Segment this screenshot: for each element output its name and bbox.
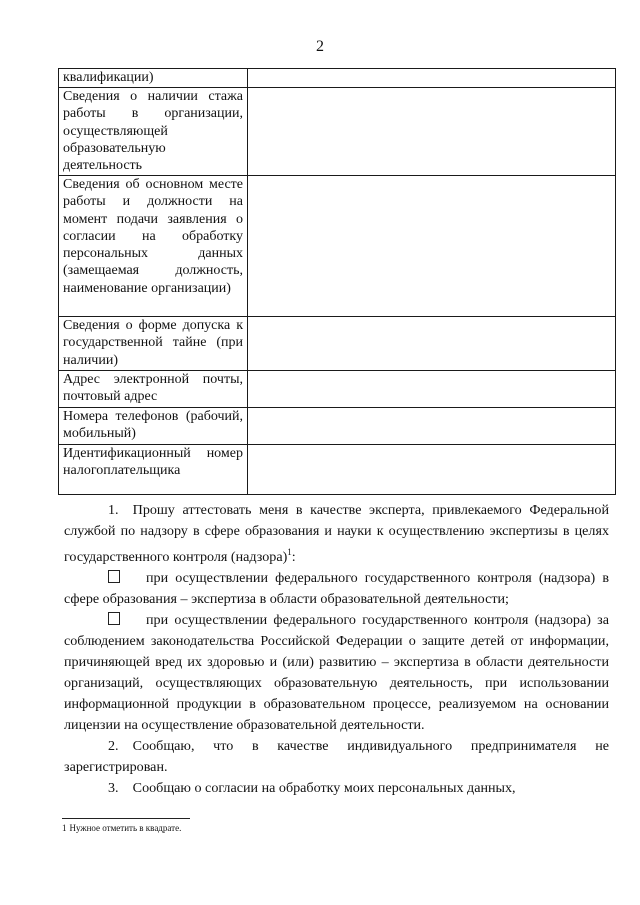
row-label: Адрес электронной почты, почтовый адрес bbox=[59, 371, 248, 408]
table-row bbox=[59, 408, 616, 445]
checkbox[interactable] bbox=[108, 570, 120, 583]
table-row bbox=[59, 445, 616, 495]
row-label: Сведения о форме допуска к государственной тайне (при наличии) bbox=[59, 317, 248, 371]
row-value bbox=[248, 408, 616, 445]
row-label: Сведения об основном месте работы и должности на момент подачи заявления о согласии на обработку персональных данных (замещаемая должность, наименование организации) bbox=[59, 176, 248, 317]
footnote-reference: 1 bbox=[287, 547, 292, 557]
footnote bbox=[62, 822, 181, 834]
paragraph-2: 2. Сообщаю, что в качестве индивидуального предпринимателя не зарегистрирован. bbox=[64, 738, 609, 775]
row-value bbox=[248, 371, 616, 408]
applicant-info-table bbox=[58, 68, 616, 495]
row-value bbox=[248, 317, 616, 371]
page-number: 2 bbox=[316, 38, 324, 55]
row-value bbox=[248, 176, 616, 317]
footnote-divider bbox=[62, 818, 190, 819]
table-row bbox=[59, 176, 616, 317]
row-label: квалификации) bbox=[59, 69, 248, 88]
document-body bbox=[64, 500, 609, 799]
option-child-protection-control bbox=[64, 610, 609, 736]
row-value bbox=[248, 69, 616, 88]
checkbox[interactable] bbox=[108, 612, 120, 625]
table-row bbox=[59, 69, 616, 88]
paragraph-3: 3. Сообщаю о согласии на обработку моих персональных данных, bbox=[108, 780, 516, 796]
row-label: Номера телефонов (рабочий, мобильный) bbox=[59, 408, 248, 445]
row-value bbox=[248, 445, 616, 495]
option-education-control bbox=[64, 568, 609, 610]
footnote-mark: 1 bbox=[62, 823, 67, 833]
row-label: Сведения о наличии стажа работы в организации, осуществляющей образовательную деятельность bbox=[59, 88, 248, 176]
paragraph-1-text: 1. Прошу аттестовать меня в качестве эксперта, привлекаемого Федеральной службой по надзору в сфере образования и науки к осуществлению экспертизы в целях государственного контроля (надзора) bbox=[64, 502, 609, 565]
paragraph-1 bbox=[64, 500, 609, 568]
option-1-text: при осуществлении федерального государственного контроля (надзора) в сфере образования – экспертиза в области образовательной деятельности; bbox=[64, 570, 609, 607]
table-row bbox=[59, 317, 616, 371]
table-row bbox=[59, 88, 616, 176]
table-row bbox=[59, 371, 616, 408]
row-value bbox=[248, 88, 616, 176]
option-2-text: при осуществлении федерального государственного контроля (надзора) за соблюдением законодательства Российской Федерации о защите детей от информации, причиняющей вред их здоровью и (или) развитию – экспертиза в области деятельности организаций, осуществляющих образовательную деятельность, при использовании информационной продукции в образовательном процессе, реализуемом на основании лицензии на осуществление образовательной деятельности. bbox=[64, 612, 609, 733]
paragraph-1-end: : bbox=[291, 549, 296, 565]
footnote-text: Нужное отметить в квадрате. bbox=[69, 823, 182, 833]
row-label: Идентификационный номер налогоплательщика bbox=[59, 445, 248, 495]
